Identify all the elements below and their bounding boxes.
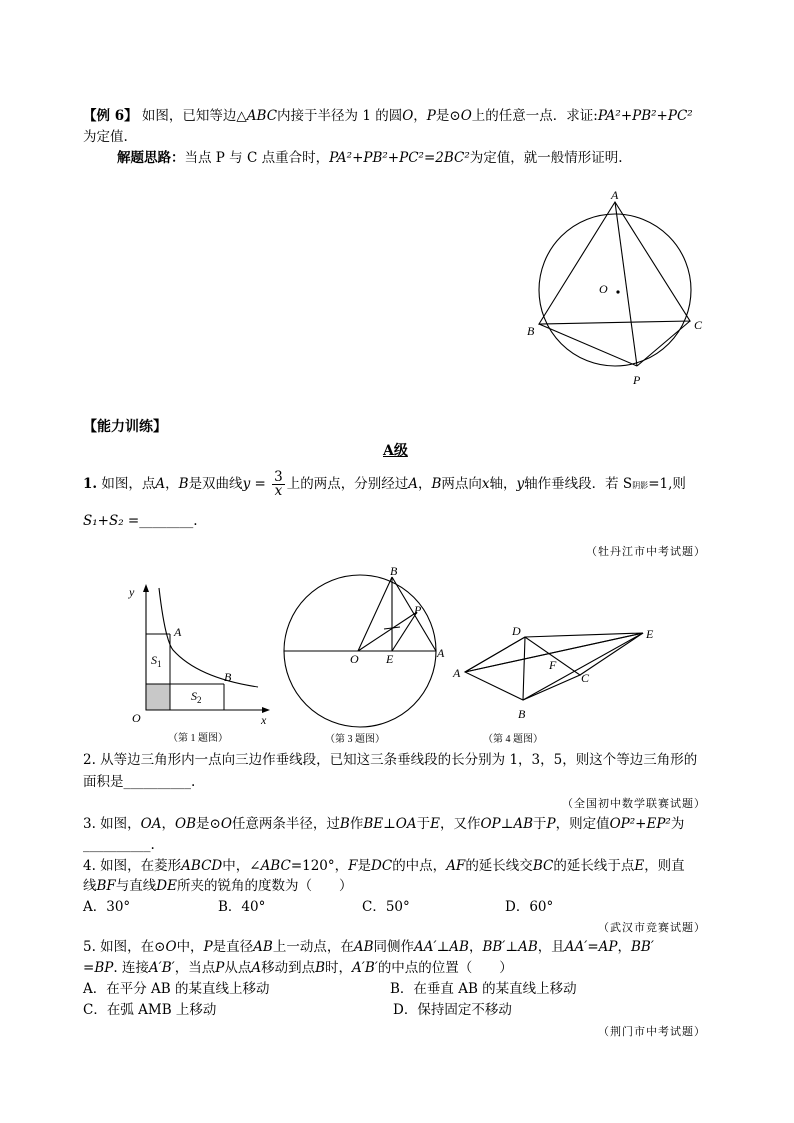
question-4-line2: 线BF与直线DE所夹的锐角的度数为（ ） bbox=[83, 878, 353, 894]
question-5-option-a: A．在平分 AB 的某直线上移动 bbox=[83, 981, 270, 997]
fig1-A: A bbox=[174, 625, 182, 639]
fig4-F: F bbox=[549, 658, 557, 672]
fig4-B: B bbox=[518, 707, 526, 721]
section-title: 【能力训练】 bbox=[83, 419, 167, 435]
question-2-source: （全国初中数学联赛试题） bbox=[562, 797, 706, 810]
example-tag: 【例 6】 bbox=[83, 108, 138, 124]
question-4-option-d: D．60° bbox=[505, 899, 554, 915]
label-B: B bbox=[527, 324, 535, 338]
fig3-B: B bbox=[390, 564, 398, 578]
fraction: $\frac{3}{x}$ bbox=[274, 469, 283, 499]
fig3-E: E bbox=[386, 652, 394, 666]
label-P: P bbox=[633, 373, 641, 387]
question-4-option-b: B．40° bbox=[218, 899, 266, 915]
fig1-O: O bbox=[132, 711, 141, 725]
fig4-D: D bbox=[512, 624, 521, 638]
fig1-S2: $S_2$ bbox=[191, 689, 202, 705]
example6-hint: 解题思路：当点 P 与 C 点重合时，PA²+PB²+PC²=2BC²为定值，就一般情形证明. bbox=[117, 150, 623, 166]
question-2-line2: 面积是__________. bbox=[83, 774, 196, 790]
fig4-E: E bbox=[646, 627, 654, 641]
label-A: A bbox=[611, 188, 619, 202]
fig3-A: A bbox=[437, 646, 445, 660]
question-4-line1: 4. 如图，在菱形ABCD中，∠ABC=120°，F是DC的中点，AF的延长线交BC的延长线于点E，则直 bbox=[83, 858, 685, 874]
fig1-caption: （第 1 题图） bbox=[168, 733, 228, 744]
fig1-S1: $S_1$ bbox=[151, 653, 162, 669]
question-5-line2: =BP. 连接A′B′，当点P从点A移动到点B时，A′B′的中点的位置（ ） bbox=[83, 960, 513, 976]
question-4-option-c: C．50° bbox=[362, 899, 410, 915]
fig1-x: x bbox=[261, 713, 267, 727]
question-5-option-b: B．在垂直 AB 的某直线上移动 bbox=[390, 981, 577, 997]
question-1-answer: S₁+S₂ =________. bbox=[83, 513, 198, 529]
figure-1 bbox=[118, 580, 278, 745]
fig4-A: A bbox=[453, 666, 461, 680]
example6-figure bbox=[525, 185, 710, 390]
question-5-source: （荆门市中考试题） bbox=[598, 1025, 706, 1038]
fig4-caption: （第 4 题图） bbox=[483, 734, 543, 745]
label-C: C bbox=[694, 318, 703, 332]
question-3-line1: 3. 如图，OA，OB是⊙O任意两条半径，过B作BE⊥OA于E，又作OP⊥AB于P，则定值OP²+EP²为 bbox=[83, 816, 685, 832]
question-5-line1: 5. 如图，在⊙O中，P是直径AB上一动点，在AB同侧作AA′⊥AB，BB′⊥AB，且AA′=AP，BB′ bbox=[83, 939, 654, 955]
fig1-B: B bbox=[224, 670, 232, 684]
question-5-option-d: D．保持固定不移动 bbox=[393, 1002, 512, 1018]
question-5-option-c: C．在弧 AMB 上移动 bbox=[83, 1002, 217, 1018]
fig4-C: C bbox=[581, 671, 590, 685]
question-4-source: （武汉市竞赛试题） bbox=[598, 921, 706, 934]
example6-line2: 为定值. bbox=[83, 129, 128, 145]
question-4-option-a: A．30° bbox=[83, 899, 131, 915]
question-1: 1. 如图，点A，B是双曲线y = $\frac{3}{x}$ 上的两点，分别经过A，B两点向x轴，y轴作垂线段．若 S阴影=1,则 bbox=[83, 469, 686, 499]
figure-4 bbox=[448, 620, 663, 747]
label-O: O bbox=[599, 282, 608, 296]
question-3-line2: __________. bbox=[83, 837, 155, 853]
fig3-caption: （第 3 题图） bbox=[325, 734, 385, 745]
fig1-y: y bbox=[129, 585, 135, 599]
fig3-O: O bbox=[350, 652, 359, 666]
question-2-line1: 2. 从等边三角形内一点向三边作垂线段，已知这三条垂线段的长分别为 1，3，5，则这个等边三角形的 bbox=[83, 752, 698, 768]
level-title: A级 bbox=[383, 443, 408, 459]
fig3-P: P bbox=[414, 603, 422, 617]
example6-line1: 【例 6】 如图，已知等边△ABC内接于半径为 1 的圆O，P是⊙O上的任意一点．求证:PA²+PB²+PC² bbox=[83, 108, 693, 124]
figure-3 bbox=[280, 562, 455, 747]
question-1-source: （牡丹江市中考试题） bbox=[586, 545, 706, 558]
